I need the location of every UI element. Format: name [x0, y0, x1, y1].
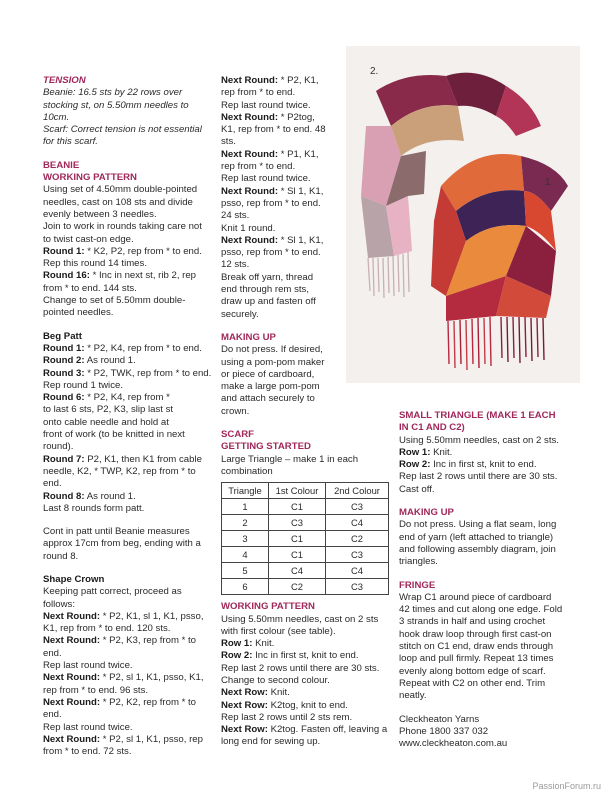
change-line: Change to set of 5.50mm double-: [43, 295, 186, 307]
round-line: [43, 246, 215, 258]
table-cell: C2: [326, 531, 389, 547]
repeat-line: Rep this round 14 times.: [43, 258, 147, 270]
round-text: * P2, sl 1, K1, psso, rep: [100, 733, 203, 745]
repeat-line: Rep last round twice.: [43, 721, 133, 733]
making-up-line: crown.: [221, 405, 250, 417]
round-line: [43, 734, 215, 746]
tension-line: for this scarf.: [43, 136, 98, 148]
row-text: K2tog, knit to end.: [267, 699, 348, 711]
round-line: [43, 491, 215, 503]
small-triangle-cont: Rep last 2 rows until there are 30 sts.: [399, 471, 558, 483]
wp-mid: Rep last 2 rows until there are 30 sts.: [221, 662, 380, 674]
round-cont: front of work (to be knitted in next: [43, 429, 185, 441]
round-label: Next Round:: [221, 234, 279, 246]
round-label: Round 6:: [43, 392, 85, 404]
round-text: * Sl 1, K1,: [278, 234, 324, 246]
row-label: Row 2:: [399, 459, 431, 471]
shape-crown-heading: Shape Crown: [43, 573, 105, 585]
round-cont: Rep round 1 twice.: [43, 379, 123, 391]
cont-line: round 8.: [43, 550, 79, 562]
fringe-line: 42 times and cut along one edge. Fold: [399, 604, 563, 616]
making-up-heading: MAKING UP: [399, 507, 454, 519]
scarves-illustration: [346, 46, 580, 383]
round-line: [43, 270, 215, 282]
getting-started-heading: GETTING STARTED: [221, 441, 311, 453]
fringe-line: 3 strands in half and using crochet: [399, 616, 546, 628]
making-up-line: or piece of cardboard,: [221, 368, 315, 380]
triangle-colour-table: [221, 482, 389, 595]
round-line: [43, 672, 215, 684]
row-label: Next Row:: [221, 724, 268, 736]
fringe-line: evenly along bottom edge of scarf.: [399, 665, 546, 677]
scarf-intro: Large Triangle – make 1 in each: [221, 453, 359, 465]
round-cont: from * to end. 144 sts.: [43, 282, 137, 294]
row-line: [221, 638, 391, 650]
round-label: Next Round:: [43, 635, 101, 647]
round-cont: sts.: [221, 136, 236, 148]
repeat-line: Rep last round twice.: [221, 99, 311, 111]
round-label: Next Round:: [43, 696, 101, 708]
round-cont: needle, K2, * TWP, K2, rep from * to: [43, 465, 196, 477]
making-up-line: end of yarn (left attached to triangle): [399, 531, 554, 543]
round-cont: to last 6 sts, P2, K3, slip last st: [43, 404, 174, 416]
row-label: Row 2:: [221, 650, 253, 662]
round-text: * P2, TWK, rep from * to end.: [84, 367, 212, 379]
round-text: * P2, K1,: [278, 75, 319, 86]
round-label: Round 1:: [43, 342, 85, 354]
round-cont: Knit 1 round.: [221, 222, 276, 234]
round-text: * P2, K1, sl 1, K1, psso,: [100, 610, 204, 622]
photo-label-2: 2.: [370, 66, 379, 77]
small-triangle-heading: IN C1 AND C2): [399, 422, 465, 434]
round-text: * K2, P2, rep from * to end.: [84, 245, 202, 257]
wp-intro: Using 5.50mm needles, cast on 2 sts: [221, 613, 379, 625]
contact-phone: Phone 1800 337 032: [399, 725, 489, 737]
making-up-line: triangles.: [399, 556, 438, 568]
beanie-working-pattern-heading: WORKING PATTERN: [43, 172, 137, 184]
round-text: * P2, K4, rep from *: [84, 392, 170, 404]
fringe-line: loop and pull firmly. Repeat 13 times: [399, 653, 554, 665]
table-cell: C3: [326, 499, 389, 515]
row-text: Knit.: [430, 446, 453, 458]
table-cell: C2: [269, 579, 326, 595]
round-cont: rep from * to end. 96 sts.: [43, 684, 149, 696]
round-line: [43, 368, 215, 380]
table-cell: 6: [222, 579, 269, 595]
table-row: [222, 499, 389, 515]
round-text: * P2, K4, rep from * to end.: [84, 342, 202, 354]
beanie-heading: BEANIE: [43, 159, 80, 171]
row-line: [221, 650, 391, 662]
wp-intro: with first colour (see table).: [221, 625, 336, 637]
round-line: [43, 697, 215, 709]
table-row: [222, 563, 389, 579]
table-header: Triangle: [222, 483, 269, 499]
column-left: [43, 75, 215, 758]
tension-line: Scarf: Correct tension is not essential: [43, 124, 202, 136]
table-cell: C4: [269, 563, 326, 579]
table-cell: C3: [326, 579, 389, 595]
round-label: Next Round:: [43, 672, 101, 684]
row-text: Inc in first st, knit to end.: [252, 650, 359, 662]
round-label: Next Round:: [43, 610, 101, 622]
small-triangle-intro: Using 5.50mm needles, cast on 2 sts.: [399, 434, 559, 446]
round-label: Round 8:: [43, 490, 85, 502]
round-text: * Inc in next st, rib 2, rep: [89, 270, 197, 282]
row-line: [221, 700, 391, 712]
round-label: Round 2:: [43, 355, 85, 367]
making-up-line: and attach securely to: [221, 393, 315, 405]
row-line: [399, 459, 579, 471]
row-line: [221, 687, 391, 699]
row-line: [221, 724, 391, 736]
round-text: * P1, K1,: [278, 148, 319, 160]
table-header-row: [222, 483, 389, 499]
fringe-line: Repeat with C2 on other end. Trim: [399, 677, 546, 689]
making-up-line: make a large pom-pom: [221, 381, 320, 393]
table-row: [222, 531, 389, 547]
round-line: [43, 454, 215, 466]
round-cont: Break off yarn, thread: [221, 271, 314, 283]
round-cont: onto cable needle and hold at: [43, 416, 169, 428]
repeat-line: Rep last round twice.: [43, 660, 133, 672]
beanie-intro: Join to work in rounds taking care not: [43, 221, 202, 233]
row-label: Next Row:: [221, 687, 268, 699]
tension-line: stocking st, on 5.50mm needles to 10cm.: [43, 99, 189, 123]
table-cell: 1: [222, 499, 269, 515]
round-cont: 24 sts.: [221, 210, 250, 222]
cont-line: approx 17cm from beg, ending with a: [43, 538, 201, 550]
row-text: Inc in first st, knit to end.: [430, 459, 537, 471]
table-cell: 5: [222, 563, 269, 579]
round-text: * P2, K2, rep from * to: [100, 696, 197, 708]
round-text: P2, K1, then K1 from cable: [84, 453, 202, 465]
beanie-intro: needles, cast on 108 sts and divide: [43, 196, 193, 208]
crown-intro: Keeping patt correct, proceed as: [43, 586, 182, 598]
round-cont: round).: [43, 441, 74, 453]
round-label: Next Round:: [221, 185, 279, 197]
table-cell: C1: [269, 547, 326, 563]
watermark-footer: PassionForum.ru: [532, 781, 601, 791]
round-cont: psso, rep from * to end.: [221, 247, 321, 259]
tension-heading: TENSION: [43, 75, 86, 86]
column-right: [399, 410, 579, 750]
row-line: [399, 447, 579, 459]
beg-patt-heading: Beg Patt: [43, 330, 82, 342]
round-cont: K1, rep from * to end. 120 sts.: [43, 623, 171, 635]
table-cell: 3: [222, 531, 269, 547]
table-row: [222, 579, 389, 595]
table-header: 2nd Colour: [326, 483, 389, 499]
round-cont: securely.: [221, 308, 259, 320]
round-cont: from * to end. 72 sts.: [43, 746, 132, 758]
table-header: 1st Colour: [269, 483, 326, 499]
round-line: [43, 611, 215, 623]
round-cont: draw up and fasten off: [221, 296, 316, 308]
table-cell: C4: [326, 563, 389, 579]
beanie-intro: evenly between 3 needles.: [43, 208, 157, 220]
round-label: Next Round:: [43, 733, 101, 745]
fringe-line: hook draw loop through first cast-on: [399, 628, 552, 640]
round-cont: 12 sts.: [221, 259, 250, 271]
round-text: * P2, K3, rep from * to: [100, 635, 197, 647]
round-cont: end.: [43, 478, 62, 490]
round-cont: K1, rep from * to end. 48: [221, 124, 326, 136]
round-cont: end.: [43, 709, 62, 721]
round-cont: rep from * to end.: [221, 87, 296, 99]
round-label: Next Round:: [221, 111, 279, 123]
fringe-line: stitch on C1 end, draw ends through: [399, 641, 554, 653]
round-text: As round 1.: [84, 355, 136, 367]
round-line: [43, 635, 215, 647]
small-triangle-heading: SMALL TRIANGLE (MAKE 1 EACH: [399, 410, 556, 421]
round-line: [43, 355, 215, 367]
making-up-line: and following assembly diagram, join: [399, 543, 556, 555]
fringe-heading: FRINGE: [399, 579, 436, 591]
repeat-line: Rep last round twice.: [221, 173, 311, 185]
row-text: Knit.: [267, 687, 290, 699]
round-label: Round 1:: [43, 245, 85, 257]
table-cell: C1: [269, 531, 326, 547]
row-label: Next Row:: [221, 699, 268, 711]
contact-web: www.cleckheaton.com.au: [399, 738, 508, 750]
cont-line: Cont in patt until Beanie measures: [43, 526, 190, 538]
beanie-intro: to twist cast-on edge.: [43, 233, 134, 245]
working-pattern-heading: WORKING PATTERN: [221, 601, 315, 613]
round-label: Next Round:: [221, 75, 279, 86]
scarves-photo: [346, 46, 580, 383]
round-line: [43, 343, 215, 355]
round-label: Round 3:: [43, 367, 85, 379]
round-label: Round 7:: [43, 453, 85, 465]
contact-name: Cleckheaton Yarns: [399, 713, 480, 725]
table-cell: 2: [222, 515, 269, 531]
tension-line: Beanie: 16.5 sts by 22 rows over: [43, 87, 183, 99]
table-cell: 4: [222, 547, 269, 563]
row-label: Row 1:: [399, 446, 431, 458]
change-line: pointed needles.: [43, 307, 114, 319]
round-label: Round 16:: [43, 270, 90, 282]
round-line: [43, 392, 215, 404]
row-text: K2tog. Fasten off, leaving a: [267, 724, 388, 736]
round-text: * P2tog,: [278, 111, 315, 123]
table-row: [222, 547, 389, 563]
round-cont: end through rem sts,: [221, 284, 309, 296]
round-cont: psso, rep from * to end.: [221, 197, 321, 209]
round-text: * Sl 1, K1,: [278, 185, 324, 197]
making-up-line: Do not press. Using a flat seam, long: [399, 519, 557, 531]
photo-label-1: 1.: [545, 177, 554, 188]
table-cell: C1: [269, 499, 326, 515]
row-text: Knit.: [252, 638, 275, 650]
fringe-line: neatly.: [399, 690, 427, 702]
round-cont: rep from * to end.: [221, 161, 296, 173]
round-cont: end.: [43, 647, 62, 659]
crown-intro: follows:: [43, 598, 75, 610]
fringe-line: Wrap C1 around piece of cardboard: [399, 591, 552, 603]
round-text: * P2, sl 1, K1, psso, K1,: [100, 672, 204, 684]
making-up-heading: MAKING UP: [221, 331, 276, 343]
wp-rep: Rep last 2 rows until 2 sts rem.: [221, 711, 353, 723]
small-triangle-cont: Cast off.: [399, 483, 435, 495]
table-cell: C3: [269, 515, 326, 531]
scarf-intro: combination: [221, 465, 273, 477]
table-cell: C3: [326, 547, 389, 563]
making-up-line: Do not press. If desired,: [221, 344, 323, 356]
table-row: [222, 515, 389, 531]
scarf-heading: SCARF: [221, 429, 255, 441]
making-up-line: using a pom-pom maker: [221, 356, 325, 368]
wp-mid: Change to second colour.: [221, 674, 330, 686]
round-text: As round 1.: [84, 490, 136, 502]
table-cell: C4: [326, 515, 389, 531]
beanie-intro: Using set of 4.50mm double-pointed: [43, 184, 198, 196]
row-cont: long end for sewing up.: [221, 736, 321, 748]
row-label: Row 1:: [221, 638, 253, 650]
round-label: Next Round:: [221, 148, 279, 160]
patt-note: Last 8 rounds form patt.: [43, 502, 145, 514]
